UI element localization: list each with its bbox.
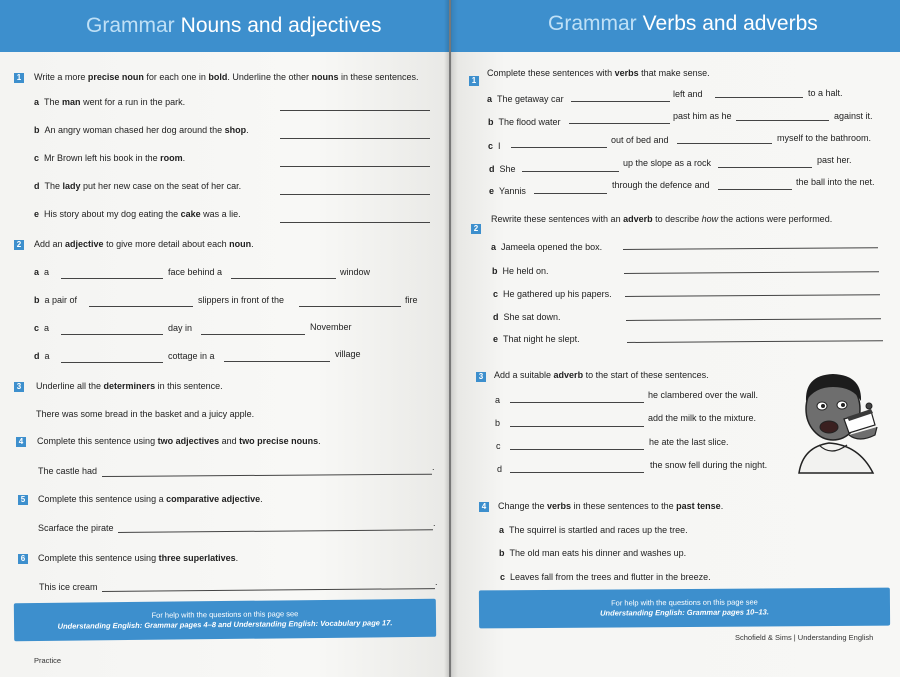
list-item-text: past her.	[817, 155, 852, 165]
list-item: d She sat down.	[493, 312, 561, 322]
answer-line[interactable]	[522, 171, 619, 172]
answer-line[interactable]	[571, 101, 670, 102]
answer-line[interactable]	[718, 167, 812, 168]
question-1-instruction: Complete these sentences with verbs that make sense.	[487, 68, 710, 78]
left-page-title: Grammar Nouns and adjectives	[86, 14, 382, 37]
list-item: c Leaves fall from the trees and flutter in the breeze.	[500, 572, 711, 582]
question-3-instruction: Add a suitable adverb to the start of these sentences.	[494, 370, 709, 380]
list-item-text: fire	[405, 295, 418, 305]
question-number: 4	[16, 437, 26, 447]
answer-line[interactable]	[715, 97, 803, 98]
answer-line[interactable]	[624, 271, 879, 274]
answer-line[interactable]	[718, 189, 792, 190]
question-2-instruction: Rewrite these sentences with an adverb to describe how the actions were performed.	[491, 214, 833, 224]
answer-line[interactable]	[280, 166, 430, 167]
list-item: d The lady put her new case on the seat of her car.	[34, 181, 242, 191]
list-item: c I	[488, 141, 501, 151]
question-number: 1	[14, 73, 24, 83]
answer-line[interactable]	[61, 278, 163, 279]
list-item-text: add the milk to the mixture.	[648, 413, 757, 423]
sentence-end-punctuation: .	[432, 462, 435, 472]
left-header-banner	[0, 0, 449, 52]
question-5-prompt: Scarface the pirate	[38, 523, 114, 533]
list-item: d a	[34, 351, 50, 361]
list-item: c a	[34, 323, 50, 333]
answer-line[interactable]	[510, 472, 644, 473]
list-item: a a	[34, 267, 50, 277]
question-number: 3	[14, 382, 24, 392]
question-3-instruction: Underline all the determiners in this sentence.	[36, 381, 223, 391]
list-item-text: myself to the bathroom.	[777, 133, 872, 143]
list-item-text: out of bed and	[611, 135, 669, 145]
answer-line[interactable]	[677, 143, 772, 144]
list-item-text: slippers in front of the	[198, 295, 285, 305]
question-1-instruction: Write a more precise noun for each one in bold. Underline the other nouns in these sentences.	[34, 72, 419, 82]
list-item-text: day in	[168, 323, 193, 333]
list-item-letter: d	[497, 464, 503, 474]
list-item: a The getaway car	[487, 94, 564, 104]
list-item: e Yannis	[489, 186, 526, 196]
list-item-text: window	[340, 267, 371, 277]
answer-line[interactable]	[627, 340, 883, 343]
question-2-instruction: Add an adjective to give more detail about each noun.	[34, 239, 254, 249]
list-item-text: he ate the last slice.	[649, 437, 729, 447]
answer-line[interactable]	[736, 120, 829, 121]
list-item: a Jameela opened the box.	[491, 242, 603, 252]
list-item-text: through the defence and	[612, 180, 710, 190]
list-item-text: left and	[673, 89, 703, 99]
right-page-title: Grammar Verbs and adverbs	[548, 12, 818, 35]
question-4-prompt: The castle had	[38, 466, 98, 476]
right-header-banner	[451, 0, 900, 52]
left-page	[0, 0, 449, 677]
answer-line[interactable]	[511, 147, 607, 148]
help-box: For help with the questions on this page see Understanding English: Grammar pages 10–13.	[479, 588, 890, 629]
question-6-prompt: This ice cream	[39, 582, 98, 592]
answer-line[interactable]	[280, 110, 430, 111]
list-item-text: past him as he	[673, 111, 732, 121]
question-3-sentence: There was some bread in the basket and a juicy apple.	[36, 409, 255, 419]
answer-line[interactable]	[280, 222, 430, 223]
question-5-instruction: Complete this sentence using a comparative adjective.	[38, 494, 263, 504]
question-number: 4	[479, 502, 489, 512]
right-page	[451, 0, 900, 677]
list-item: c Mr Brown left his book in the room.	[34, 153, 186, 163]
answer-line[interactable]	[224, 361, 330, 362]
answer-line[interactable]	[299, 306, 401, 307]
list-item: a The man went for a run in the park.	[34, 97, 186, 107]
book-gutter	[444, 0, 458, 677]
list-item-text: to a halt.	[808, 88, 843, 98]
list-item: e His story about my dog eating the cake was a lie.	[34, 209, 241, 219]
list-item-text: up the slope as a rock	[623, 158, 712, 168]
list-item-letter: c	[496, 441, 501, 451]
page-footer: Schofield & Sims | Understanding English	[735, 633, 874, 642]
answer-line[interactable]	[118, 529, 433, 533]
question-number: 5	[18, 495, 28, 505]
answer-line[interactable]	[201, 334, 305, 335]
page-footer: Practice	[34, 656, 62, 665]
list-item: d She	[489, 164, 516, 174]
question-number: 2	[471, 224, 481, 234]
list-item-text: cottage in a	[168, 351, 215, 361]
answer-line[interactable]	[102, 474, 432, 477]
answer-line[interactable]	[231, 278, 336, 279]
list-item-text: he clambered over the wall.	[648, 390, 759, 400]
list-item: b An angry woman chased her dog around the shop.	[34, 125, 249, 135]
sentence-end-punctuation: .	[433, 518, 436, 528]
sentence-end-punctuation: .	[435, 577, 438, 587]
question-number: 6	[18, 554, 28, 564]
list-item-text: the snow fell during the night.	[650, 460, 768, 470]
answer-line[interactable]	[510, 449, 644, 450]
answer-line[interactable]	[280, 194, 430, 195]
list-item: b The flood water	[488, 117, 561, 127]
list-item: a The squirrel is startled and races up the tree.	[499, 525, 688, 535]
list-item: c He gathered up his papers.	[493, 289, 612, 299]
answer-line[interactable]	[61, 334, 163, 335]
answer-line[interactable]	[534, 193, 607, 194]
answer-line[interactable]	[89, 306, 193, 307]
list-item-text: face behind a	[168, 267, 223, 277]
question-number: 1	[469, 76, 479, 86]
answer-line[interactable]	[280, 138, 430, 139]
list-item-letter: a	[495, 395, 501, 405]
list-item-text: against it.	[834, 111, 873, 121]
answer-line[interactable]	[569, 123, 670, 124]
list-item: b a pair of	[34, 295, 78, 305]
list-item-text: village	[335, 349, 361, 359]
list-item-text: the ball into the net.	[796, 177, 875, 187]
answer-line[interactable]	[61, 362, 163, 363]
question-number: 2	[14, 240, 24, 250]
answer-line[interactable]	[510, 426, 644, 427]
boy-eating-cake-illustration	[789, 365, 885, 475]
list-item: b He held on.	[492, 266, 549, 276]
list-item-text: November	[310, 322, 352, 332]
list-item: b The old man eats his dinner and washes up.	[499, 548, 687, 558]
list-item-letter: b	[495, 418, 501, 428]
answer-line[interactable]	[626, 318, 881, 321]
question-number: 3	[476, 372, 486, 382]
answer-line[interactable]	[625, 294, 880, 297]
question-6-instruction: Complete this sentence using three superlatives.	[38, 553, 239, 563]
answer-line[interactable]	[623, 247, 878, 250]
help-box: For help with the questions on this page see Understanding English: Grammar pages 4–8 and Understanding English: Vocabulary page 17.	[14, 599, 436, 641]
answer-line[interactable]	[510, 402, 644, 403]
question-4-instruction: Change the verbs in these sentences to the past tense.	[498, 501, 724, 511]
answer-line[interactable]	[102, 588, 435, 592]
list-item: e That night he slept.	[493, 334, 580, 344]
question-4-instruction: Complete this sentence using two adjectives and two precise nouns.	[37, 436, 321, 446]
